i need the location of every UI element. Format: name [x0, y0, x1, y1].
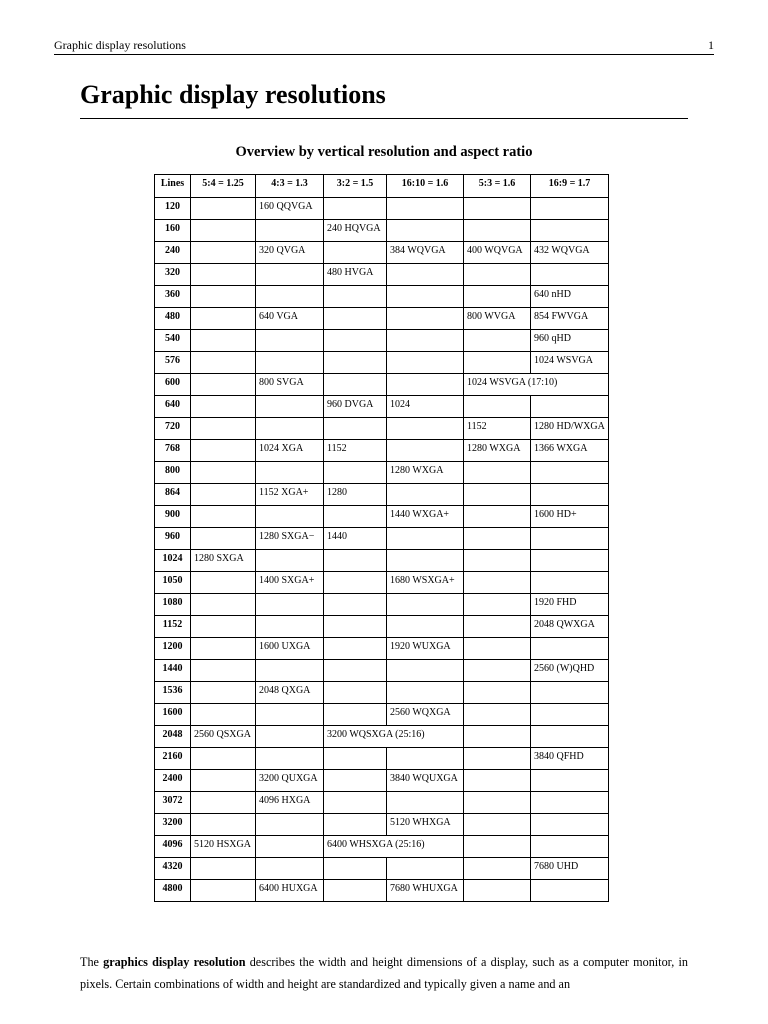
row-lines-cell: 600 — [155, 374, 191, 396]
table-cell — [324, 198, 387, 220]
table-cell — [256, 330, 324, 352]
table-cell: 2560 QSXGA — [191, 726, 256, 748]
table-cell — [531, 704, 609, 726]
table-cell — [256, 286, 324, 308]
row-lines-cell: 960 — [155, 528, 191, 550]
table-cell — [191, 770, 256, 792]
table-cell: 2048 QWXGA — [531, 616, 609, 638]
table-row — [155, 440, 609, 462]
table-cell — [191, 792, 256, 814]
table-cell — [256, 506, 324, 528]
resolution-table — [154, 174, 609, 902]
table-row — [155, 594, 609, 616]
table-cell — [531, 396, 609, 418]
table-cell: 3840 QFHD — [531, 748, 609, 770]
table-row — [155, 286, 609, 308]
table-cell — [387, 418, 464, 440]
table-cell — [324, 242, 387, 264]
table-cell: 6400 WHSXGA (25:16) — [324, 836, 464, 858]
table-row — [155, 572, 609, 594]
row-lines-cell: 1080 — [155, 594, 191, 616]
table-cell — [531, 836, 609, 858]
row-lines-cell: 1600 — [155, 704, 191, 726]
table-cell — [324, 418, 387, 440]
table-cell — [256, 726, 324, 748]
table-cell — [464, 198, 531, 220]
row-lines-cell: 720 — [155, 418, 191, 440]
table-cell — [531, 880, 609, 902]
table-cell — [387, 616, 464, 638]
table-cell: 1920 WUXGA — [387, 638, 464, 660]
table-cell — [531, 264, 609, 286]
table-cell — [324, 704, 387, 726]
table-cell: 1280 WXGA — [387, 462, 464, 484]
table-cell: 3200 QUXGA — [256, 770, 324, 792]
table-cell — [464, 814, 531, 836]
table-row — [155, 418, 609, 440]
table-cell — [324, 682, 387, 704]
table-cell: 5120 HSXGA — [191, 836, 256, 858]
table-cell: 3200 WQSXGA (25:16) — [324, 726, 464, 748]
table-cell — [531, 682, 609, 704]
table-cell — [531, 528, 609, 550]
row-lines-cell: 4800 — [155, 880, 191, 902]
table-row — [155, 506, 609, 528]
table-cell: 800 SVGA — [256, 374, 324, 396]
table-cell — [256, 836, 324, 858]
table-cell — [324, 308, 387, 330]
row-lines-cell: 2048 — [155, 726, 191, 748]
table-row — [155, 792, 609, 814]
table-cell: 1024 WSVGA — [531, 352, 609, 374]
table-cell: 2560 (W)QHD — [531, 660, 609, 682]
table-cell — [256, 418, 324, 440]
row-lines-cell: 360 — [155, 286, 191, 308]
table-row — [155, 484, 609, 506]
table-body — [155, 198, 609, 902]
table-cell: 1024 XGA — [256, 440, 324, 462]
table-cell — [387, 858, 464, 880]
table-cell: 1280 WXGA — [464, 440, 531, 462]
table-cell — [324, 550, 387, 572]
table-cell: 854 FWVGA — [531, 308, 609, 330]
table-row — [155, 264, 609, 286]
table-cell — [387, 198, 464, 220]
row-lines-cell: 1536 — [155, 682, 191, 704]
table-row — [155, 220, 609, 242]
table-row — [155, 638, 609, 660]
table-cell — [256, 352, 324, 374]
table-cell — [191, 220, 256, 242]
table-cell — [191, 484, 256, 506]
table-cell — [531, 220, 609, 242]
table-cell: 1024 WSVGA (17:10) — [464, 374, 609, 396]
table-header-row — [155, 175, 609, 198]
table-cell — [256, 660, 324, 682]
table-row — [155, 814, 609, 836]
table-cell — [464, 858, 531, 880]
table-cell — [324, 770, 387, 792]
table-cell — [464, 286, 531, 308]
table-cell — [387, 308, 464, 330]
table-row — [155, 770, 609, 792]
table-cell — [191, 704, 256, 726]
row-lines-cell: 4096 — [155, 836, 191, 858]
row-lines-cell: 2400 — [155, 770, 191, 792]
page-number: 1 — [708, 38, 714, 52]
table-row — [155, 242, 609, 264]
table-row — [155, 726, 609, 748]
column-header: 16:9 = 1.7 — [531, 175, 609, 198]
table-cell — [191, 374, 256, 396]
table-row — [155, 462, 609, 484]
table-cell — [464, 264, 531, 286]
intro-text-start: The — [80, 955, 104, 969]
table-cell: 480 HVGA — [324, 264, 387, 286]
table-cell: 1280 — [324, 484, 387, 506]
table-cell: 2048 QXGA — [256, 682, 324, 704]
table-cell: 960 qHD — [531, 330, 609, 352]
table-cell: 1280 HD/WXGA — [531, 418, 609, 440]
row-lines-cell: 320 — [155, 264, 191, 286]
table-cell — [531, 792, 609, 814]
table-cell — [256, 616, 324, 638]
table-cell — [191, 308, 256, 330]
table-cell — [191, 286, 256, 308]
row-lines-cell: 480 — [155, 308, 191, 330]
column-header: 5:3 = 1.6 — [464, 175, 531, 198]
table-cell — [191, 462, 256, 484]
row-lines-cell: 1050 — [155, 572, 191, 594]
intro-bold-term: graphics display resolution — [103, 955, 246, 969]
table-cell: 400 WQVGA — [464, 242, 531, 264]
table-cell — [387, 792, 464, 814]
column-header: 5:4 = 1.25 — [191, 175, 256, 198]
table-cell — [191, 352, 256, 374]
table-cell — [531, 814, 609, 836]
column-header: 16:10 = 1.6 — [387, 175, 464, 198]
table-cell — [387, 484, 464, 506]
table-cell — [324, 330, 387, 352]
table-cell — [464, 704, 531, 726]
table-cell — [256, 462, 324, 484]
table-cell: 1024 — [387, 396, 464, 418]
table-cell — [256, 858, 324, 880]
table-cell — [191, 594, 256, 616]
table-cell — [256, 748, 324, 770]
table-cell — [324, 572, 387, 594]
table-cell — [464, 352, 531, 374]
table-cell — [531, 484, 609, 506]
table-cell — [464, 638, 531, 660]
table-row — [155, 308, 609, 330]
table-cell — [387, 330, 464, 352]
table-row — [155, 550, 609, 572]
table-cell — [324, 506, 387, 528]
table-cell: 1152 — [324, 440, 387, 462]
row-lines-cell: 864 — [155, 484, 191, 506]
row-lines-cell: 768 — [155, 440, 191, 462]
page-title: Graphic display resolutions — [80, 78, 688, 119]
table-cell — [531, 770, 609, 792]
table-cell: 1280 SXGA — [191, 550, 256, 572]
table-cell — [464, 396, 531, 418]
intro-text-rest: describes the width and height dimensions of a display, such as a computer monitor, in pixels. Certain combinations of width and height are standardized and typically given a name and an — [80, 955, 688, 991]
table-cell — [464, 880, 531, 902]
table-cell — [464, 484, 531, 506]
table-cell — [324, 748, 387, 770]
table-cell — [387, 264, 464, 286]
table-cell — [191, 264, 256, 286]
table-cell: 1680 WSXGA+ — [387, 572, 464, 594]
column-header: Lines — [155, 175, 191, 198]
table-row — [155, 748, 609, 770]
table-cell — [531, 726, 609, 748]
table-cell: 160 QQVGA — [256, 198, 324, 220]
table-cell — [464, 550, 531, 572]
row-lines-cell: 3200 — [155, 814, 191, 836]
table-cell — [191, 814, 256, 836]
table-cell — [191, 242, 256, 264]
table-cell — [191, 572, 256, 594]
table-cell: 320 QVGA — [256, 242, 324, 264]
running-header — [54, 38, 714, 55]
table-cell — [464, 594, 531, 616]
table-cell — [464, 836, 531, 858]
table-row — [155, 528, 609, 550]
table-cell: 7680 WHUXGA — [387, 880, 464, 902]
table-row — [155, 858, 609, 880]
table-cell — [464, 792, 531, 814]
table-cell — [191, 748, 256, 770]
table-cell — [324, 286, 387, 308]
table-cell — [387, 550, 464, 572]
running-title: Graphic display resolutions — [54, 38, 186, 52]
table-cell: 384 WQVGA — [387, 242, 464, 264]
body-paragraph — [80, 951, 688, 995]
table-cell — [324, 616, 387, 638]
table-cell: 2560 WQXGA — [387, 704, 464, 726]
row-lines-cell: 1440 — [155, 660, 191, 682]
table-row — [155, 616, 609, 638]
table-cell — [464, 572, 531, 594]
table-cell — [531, 198, 609, 220]
table-cell — [464, 616, 531, 638]
row-lines-cell: 1200 — [155, 638, 191, 660]
row-lines-cell: 576 — [155, 352, 191, 374]
table-cell: 1600 UXGA — [256, 638, 324, 660]
table-cell — [324, 814, 387, 836]
table-cell: 1920 FHD — [531, 594, 609, 616]
row-lines-cell: 4320 — [155, 858, 191, 880]
row-lines-cell: 800 — [155, 462, 191, 484]
table-cell — [464, 330, 531, 352]
table-cell: 1280 SXGA− — [256, 528, 324, 550]
table-cell: 1366 WXGA — [531, 440, 609, 462]
column-header: 3:2 = 1.5 — [324, 175, 387, 198]
table-cell — [464, 528, 531, 550]
table-cell — [256, 704, 324, 726]
table-cell — [387, 220, 464, 242]
table-cell — [387, 374, 464, 396]
column-header: 4:3 = 1.3 — [256, 175, 324, 198]
table-cell — [464, 682, 531, 704]
row-lines-cell: 900 — [155, 506, 191, 528]
table-cell — [387, 352, 464, 374]
table-cell — [256, 220, 324, 242]
table-cell — [191, 880, 256, 902]
table-cell — [324, 638, 387, 660]
table-cell: 6400 HUXGA — [256, 880, 324, 902]
table-cell — [324, 352, 387, 374]
table-cell — [464, 748, 531, 770]
table-cell — [387, 440, 464, 462]
table-row — [155, 704, 609, 726]
table-cell — [387, 748, 464, 770]
table-cell — [531, 462, 609, 484]
table-cell: 3840 WQUXGA — [387, 770, 464, 792]
table-cell: 1440 — [324, 528, 387, 550]
table-cell: 640 VGA — [256, 308, 324, 330]
table-row — [155, 880, 609, 902]
table-cell — [464, 770, 531, 792]
row-lines-cell: 2160 — [155, 748, 191, 770]
table-cell — [191, 506, 256, 528]
table-cell — [531, 550, 609, 572]
table-row — [155, 374, 609, 396]
table-cell: 7680 UHD — [531, 858, 609, 880]
table-row — [155, 836, 609, 858]
table-cell — [464, 660, 531, 682]
table-cell — [324, 858, 387, 880]
table-cell — [256, 550, 324, 572]
table-cell: 1152 — [464, 418, 531, 440]
table-cell — [464, 462, 531, 484]
table-row — [155, 396, 609, 418]
table-cell — [464, 506, 531, 528]
table-cell — [464, 726, 531, 748]
table-cell — [191, 638, 256, 660]
table-cell — [387, 594, 464, 616]
row-lines-cell: 240 — [155, 242, 191, 264]
table-cell: 800 WVGA — [464, 308, 531, 330]
table-cell — [256, 264, 324, 286]
table-cell — [256, 594, 324, 616]
table-cell — [387, 528, 464, 550]
table-cell — [531, 572, 609, 594]
table-cell — [191, 528, 256, 550]
table-cell: 960 DVGA — [324, 396, 387, 418]
table-cell — [191, 616, 256, 638]
table-cell: 1400 SXGA+ — [256, 572, 324, 594]
table-cell — [191, 330, 256, 352]
table-cell: 5120 WHXGA — [387, 814, 464, 836]
table-row — [155, 682, 609, 704]
table-cell — [324, 374, 387, 396]
row-lines-cell: 160 — [155, 220, 191, 242]
row-lines-cell: 3072 — [155, 792, 191, 814]
table-cell — [387, 682, 464, 704]
table-cell — [256, 396, 324, 418]
row-lines-cell: 1024 — [155, 550, 191, 572]
table-cell — [324, 462, 387, 484]
table-cell — [191, 418, 256, 440]
table-cell — [191, 682, 256, 704]
table-cell — [387, 286, 464, 308]
table-cell — [324, 660, 387, 682]
table-cell: 1152 XGA+ — [256, 484, 324, 506]
table-cell: 432 WQVGA — [531, 242, 609, 264]
table-cell: 240 HQVGA — [324, 220, 387, 242]
table-cell: 4096 HXGA — [256, 792, 324, 814]
table-cell: 1440 WXGA+ — [387, 506, 464, 528]
table-cell — [464, 220, 531, 242]
table-row — [155, 660, 609, 682]
table-cell — [324, 792, 387, 814]
table-cell — [191, 660, 256, 682]
row-lines-cell: 120 — [155, 198, 191, 220]
table-cell — [531, 638, 609, 660]
table-cell: 1600 HD+ — [531, 506, 609, 528]
table-cell — [191, 858, 256, 880]
table-cell — [387, 660, 464, 682]
table-cell — [191, 396, 256, 418]
table-cell: 640 nHD — [531, 286, 609, 308]
table-row — [155, 352, 609, 374]
table-cell — [191, 198, 256, 220]
table-caption: Overview by vertical resolution and aspect ratio — [235, 144, 533, 160]
table-cell — [191, 440, 256, 462]
table-cell — [324, 594, 387, 616]
table-row — [155, 330, 609, 352]
table-row — [155, 198, 609, 220]
row-lines-cell: 1152 — [155, 616, 191, 638]
table-cell — [324, 880, 387, 902]
row-lines-cell: 540 — [155, 330, 191, 352]
table-cell — [256, 814, 324, 836]
row-lines-cell: 640 — [155, 396, 191, 418]
